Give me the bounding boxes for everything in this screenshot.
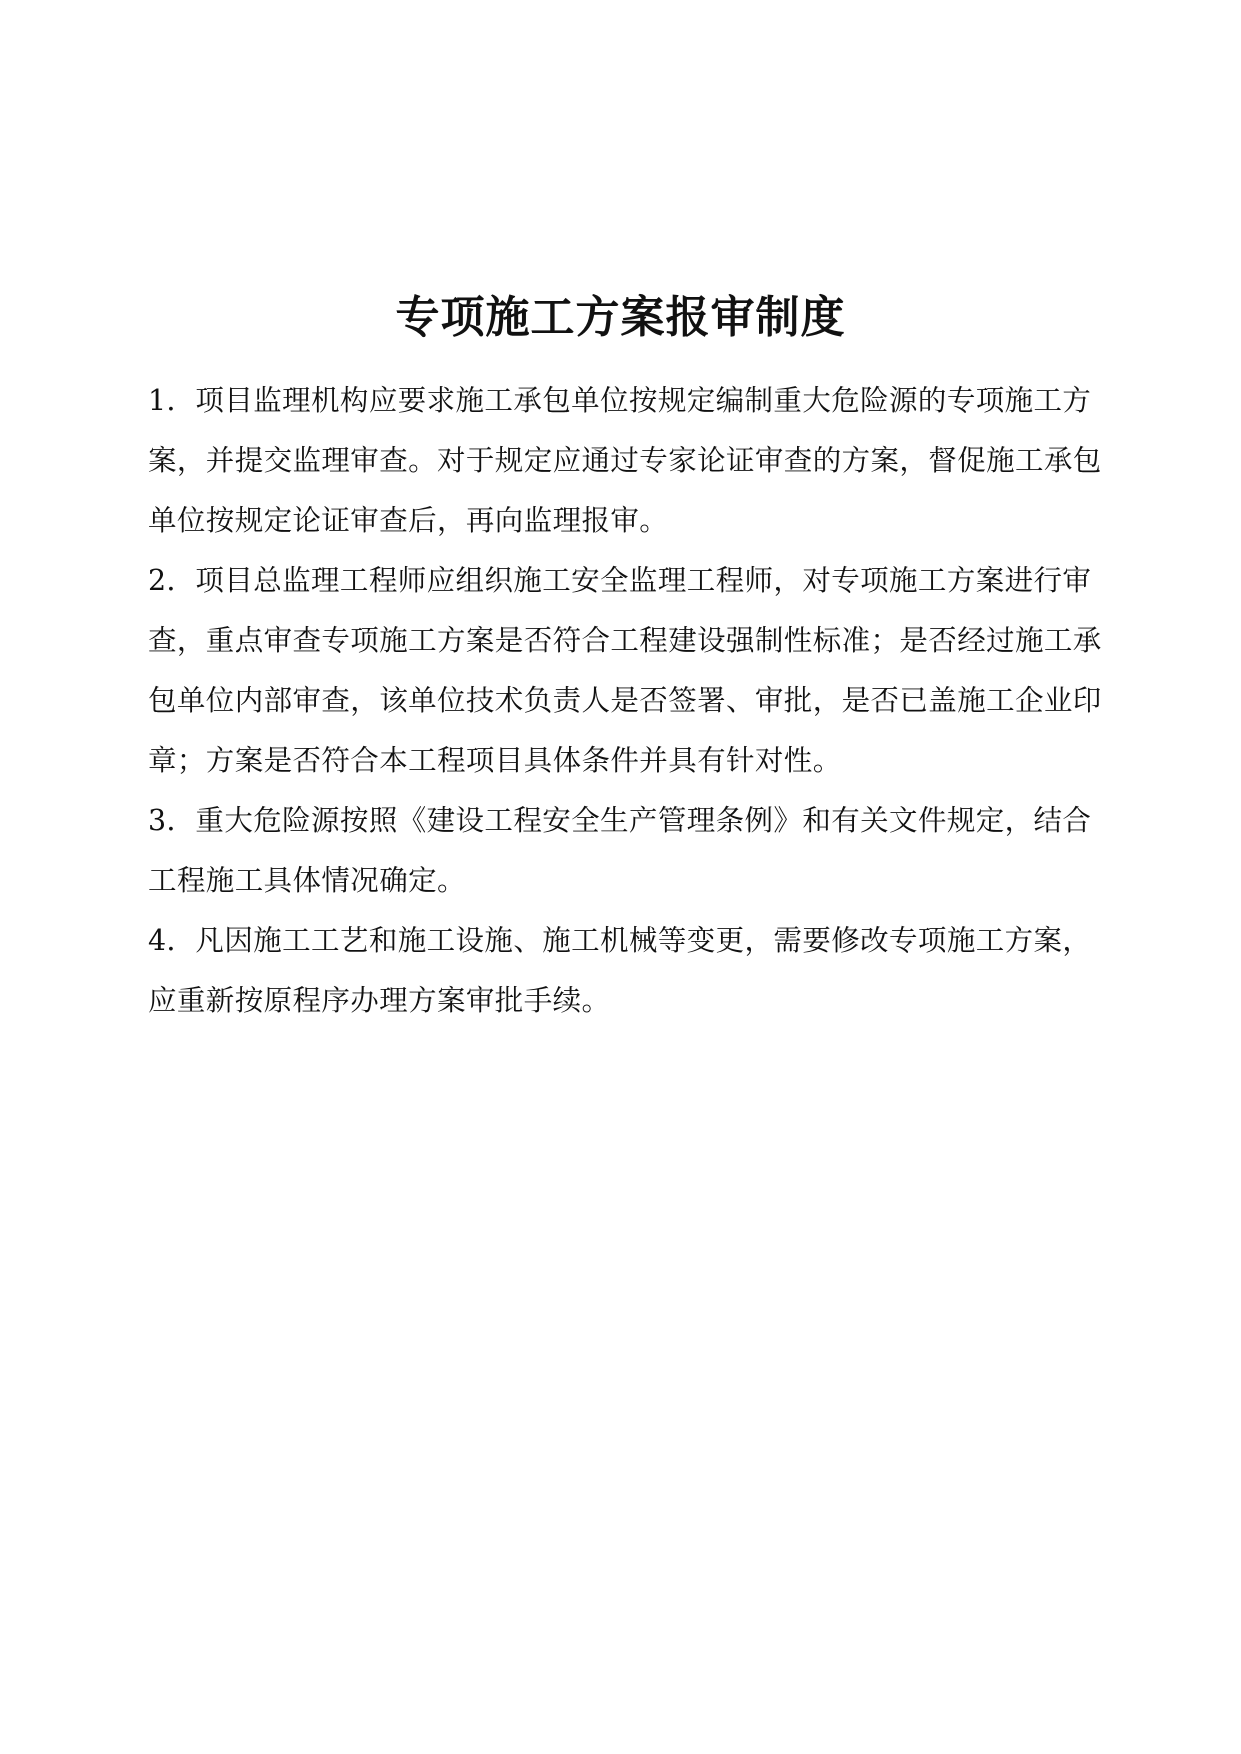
paragraph-line: 4．凡因施工工艺和施工设施、施工机械等变更，需要修改专项施工方案， <box>148 924 1092 957</box>
paragraph-line: 单位按规定论证审查后，再向监理报审。 <box>148 504 669 537</box>
paragraph-line: 查，重点审查专项施工方案是否符合工程建设强制性标准；是否经过施工承 <box>148 624 1102 657</box>
document-body <box>148 371 1108 1031</box>
paragraph-line: 1．项目监理机构应要求施工承包单位按规定编制重大危险源的专项施工方 <box>148 384 1092 417</box>
paragraph-4 <box>148 911 1108 1031</box>
paragraph-line: 包单位内部审查，该单位技术负责人是否签署、审批，是否已盖施工企业印 <box>148 684 1102 717</box>
paragraph-line: 章；方案是否符合本工程项目具体条件并具有针对性。 <box>148 744 842 777</box>
paragraph-line: 3．重大危险源按照《建设工程安全生产管理条例》和有关文件规定，结合 <box>148 804 1092 837</box>
paragraph-line: 工程施工具体情况确定。 <box>148 864 466 897</box>
paragraph-line: 案，并提交监理审查。对于规定应通过专家论证审查的方案，督促施工承包 <box>148 444 1102 477</box>
paragraph-line: 应重新按原程序办理方案审批手续。 <box>148 984 611 1017</box>
paragraph-line: 2．项目总监理工程师应组织施工安全监理工程师，对专项施工方案进行审 <box>148 564 1092 597</box>
paragraph-2 <box>148 551 1108 791</box>
document-title: 专项施工方案报审制度 <box>395 292 846 343</box>
paragraph-1 <box>148 371 1108 551</box>
paragraph-3 <box>148 791 1108 911</box>
